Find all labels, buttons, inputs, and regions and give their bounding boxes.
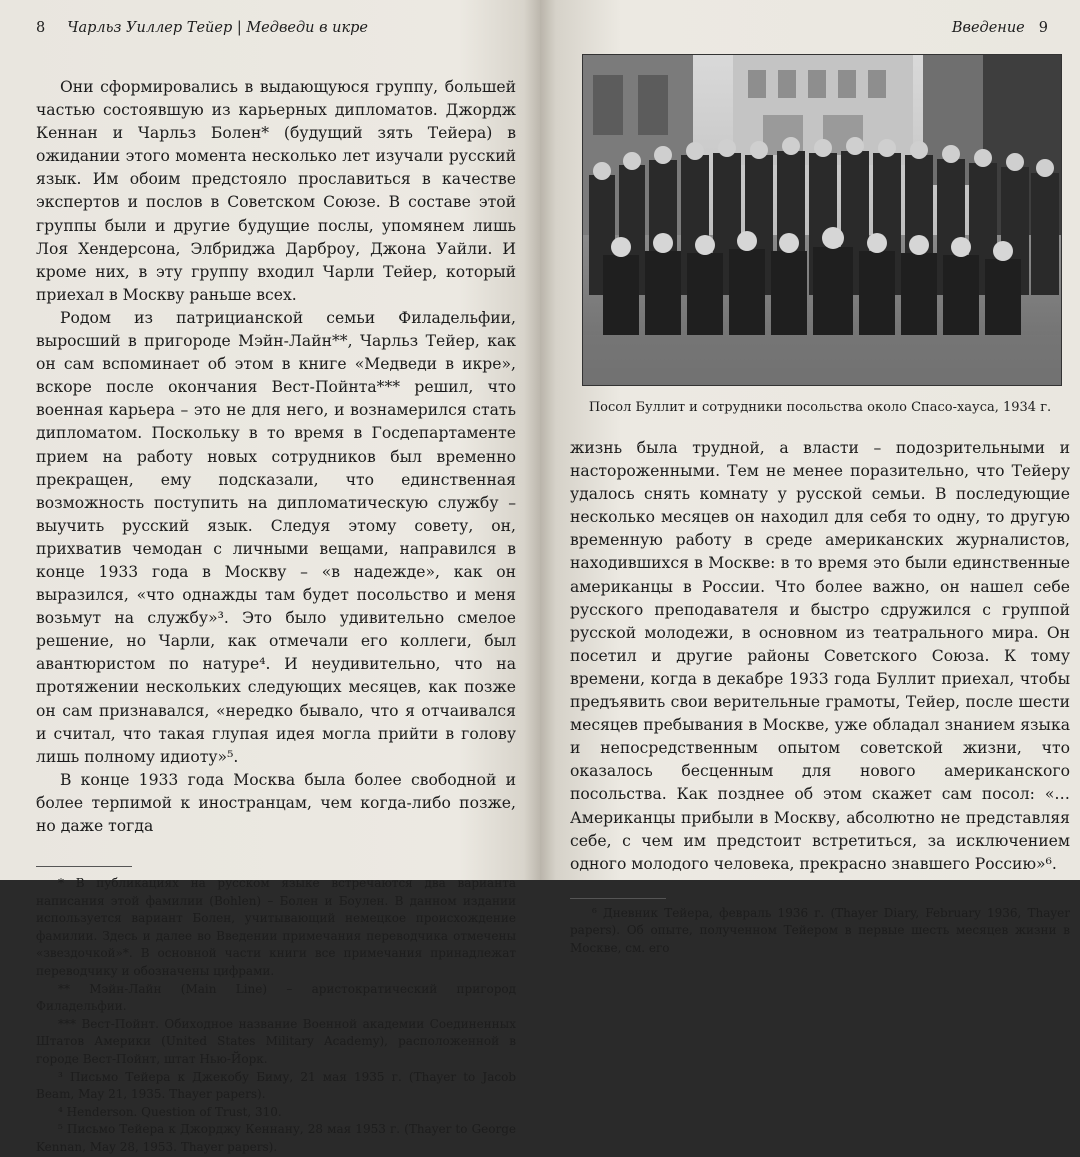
left-footnotes xyxy=(36,875,516,1157)
right-footnotes xyxy=(570,905,1070,958)
photo-caption: Посол Буллит и сотрудники посольства около Спасо-хауса, 1934 г. xyxy=(588,400,1052,415)
left-paragraph-3: В конце 1933 года Москва была более свободной и более терпимой к иностранцам, чем когда-либо позже, но даже тогда xyxy=(36,770,516,835)
footnote-star-2: ** Мэйн-Лайн (Main Line) – аристократический пригород Филадельфии. xyxy=(36,981,516,1014)
group-photograph-icon xyxy=(582,54,1062,386)
left-running-title: Чарльз Уиллер Тейер | Медведи в икре xyxy=(67,20,369,36)
right-page-number: 9 xyxy=(1038,20,1048,36)
footnote-3: ³ Письмо Тейера к Джекобу Биму, 21 мая 1935 г. (Thayer to Jacob Beam, May 21, 1935. Thayer papers). xyxy=(36,1069,516,1102)
right-body-text xyxy=(570,437,1070,876)
footnote-6: ⁶ Дневник Тейера, февраль 1936 г. (Thayer Diary, February 1936, Thayer papers). Об опыте, полученном Тейером в первые шесть месяцев жизни в Москве, см. его xyxy=(570,905,1070,955)
footnote-divider xyxy=(36,866,132,867)
left-body-text xyxy=(36,76,516,838)
right-footnote-divider xyxy=(570,898,666,899)
right-running-head xyxy=(570,14,1070,42)
left-page-number: 8 xyxy=(36,20,46,36)
left-running-head xyxy=(36,14,516,42)
left-paragraph-2: Родом из патрицианской семьи Филадельфии, выросший в пригороде Мэйн-Лайн**, Чарльз Тейер, как он сам вспоминает об этом в книге «Медведи в икре», вскоре после окончания Вест-Пойнта*** решил, что военная карьера – это не для него, и вознамерился стать дипломатом. Поскольку в то время в Госдепартаменте прием на работу новых сотрудников был временно прекращен, ему подсказали, что единственная возможность поступить на дипломатическую службу – выучить русский язык. Следуя этому совету, он, прихватив чемодан с личными вещами, направился в конце 1933 года в Москву – «в надежде», как он выразился, «что однажды там будет посольство и меня возьмут на службу»³. Это было удивительно смелое решение, но Чарли, как отмечали его коллеги, был авантюристом по натуре⁴. И неудивительно, что на протяжении нескольких следующих месяцев, как позже он сам признавался, «нередко бывало, что я отчаивался и считал, что такая глупая идея могла прийти в голову лишь полному идиоту»⁵. xyxy=(36,308,516,766)
left-paragraph-1: Они сформировались в выдающуюся группу, большей частью состоявшую из карьерных дипломатов. Джордж Кеннан и Чарльз Болен* (будущий зять Тейера) в ожидании этого момента несколько лет изучали русский язык. Им обоим предстояло прославиться в качестве экспертов и послов в Советском Союзе. В составе этой группы были и другие будущие послы, упомянем лишь Лоя Хендерсона, Элбриджа Дарброу, Джона Уайли. И кроме них, в эту группу входил Чарли Тейер, который приехал в Москву раньше всех. xyxy=(36,78,516,304)
right-page xyxy=(540,0,1080,955)
footnote-4: ⁴ Henderson. Question of Trust, 310. xyxy=(58,1104,282,1119)
left-page xyxy=(0,0,540,1154)
footnote-star-3: *** Вест-Пойнт. Обиходное название Военной академии Соединенных Штатов Америки (United States Military Academy), расположенной в городе Вест-Пойнт, штат Нью-Йорк. xyxy=(36,1016,516,1067)
right-running-title: Введение xyxy=(951,20,1025,36)
footnote-star-1: * В публикациях на русском языке встречаются два варианта написания этой фамилии (Bohlen) – Болен и Боулен. В данном издании используется вариант Болен, учитывающий немецкое происхождение фамилии. Здесь и далее во Введении примечания переводчика отмечены «звездочкой»*. В основной части книги все примечания принадлежат переводчику и обозначены цифрами. xyxy=(36,876,516,979)
right-paragraph-1: жизнь была трудной, а власти – подозрительными и настороженными. Тем не менее поразительно, что Тейеру удалось снять комнату у русской семьи. В последующие несколько месяцев он находил для себя то одну, то другую временную работу в среде американских журналистов, находившихся в Москве: в то время это были единственные американцы в России. Что более важно, он нашел себе русского преподавателя и быстро сдружился с группой русской молодежи, в основном из театрального мира. Он посетил и другие районы Советского Союза. К тому времени, когда в декабре 1933 года Буллит приехал, чтобы предъявить свои верительные грамоты, Тейер, после шести месяцев пребывания в Москве, уже обладал знанием языка и непосредственным опытом советской жизни, что оказалось бесценным для нового американского посольства. Как позднее об этом скажет сам посол: «…Американцы прибыли в Москву, абсолютно не представляя себе, с чем им предстоит встретиться, за исключением одного молодого человека, прекрасно знавшего Россию»⁶. xyxy=(570,439,1070,873)
footnote-5: ⁵ Письмо Тейера к Джорджу Кеннану, 28 мая 1953 г. (Thayer to George Kennan, May 28, 1953. Thayer papers). xyxy=(36,1122,516,1154)
